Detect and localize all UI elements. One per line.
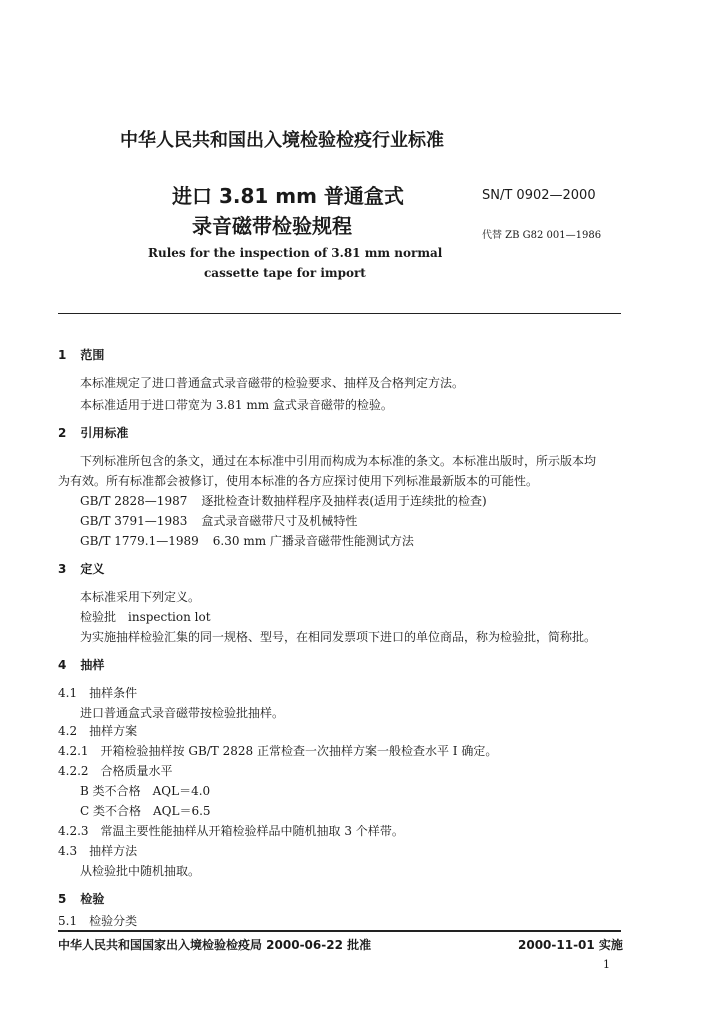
page-number: 1 [603, 958, 610, 971]
replaces-standard: 代替 ZB G82 001—1986 [482, 230, 602, 241]
clause-title: 检验分类 [89, 914, 138, 928]
section-number: 3 [58, 562, 67, 576]
clause-title: 抽样条件 [89, 686, 138, 700]
clause-title: 合格质量水平 [100, 764, 173, 778]
doc-title-line2: 录音磁带检验规程 [192, 214, 352, 238]
reference-title: 6.30 mm 广播录音磁带性能测试方法 [212, 534, 414, 548]
clause-number: 5.1 [58, 914, 78, 928]
clause-number: 4.2 [58, 724, 78, 738]
section-title: 抽样 [80, 658, 105, 672]
clause-4-1 [58, 684, 137, 701]
section-number: 4 [58, 658, 67, 672]
section-number: 2 [58, 426, 67, 440]
paragraph: 本标准采用下列定义。 [80, 590, 201, 604]
clause-4-2 [58, 722, 137, 739]
reference-item [80, 532, 414, 549]
section-title: 范围 [80, 348, 105, 362]
definition-term: 检验批 inspection lot [80, 610, 211, 624]
section-1-heading [58, 346, 104, 363]
clause-title: 抽样方案 [89, 724, 138, 738]
reference-item [80, 512, 357, 529]
section-2-heading [58, 424, 128, 441]
english-title-line1: Rules for the inspection of 3.81 mm normal [148, 246, 443, 260]
aql-b-class: B 类不合格 AQL＝4.0 [80, 784, 211, 798]
reference-code: GB/T 1779.1—1989 [80, 534, 199, 548]
standard-number: SN/T 0902—2000 [482, 188, 596, 203]
paragraph: 为有效。所有标准都会被修订，使用本标准的各方应探讨使用下列标准最新版本的可能性。 [58, 474, 539, 488]
reference-title: 逐批检查计数抽样程序及抽样表(适用于连续批的检查) [201, 494, 487, 508]
clause-text: 常温主要性能抽样从开箱检验样品中随机抽取 3 个样带。 [100, 824, 404, 838]
section-5-heading [58, 890, 104, 907]
paragraph: 本标准规定了进口普通盒式录音磁带的检验要求、抽样及合格判定方法。 [80, 376, 465, 390]
clause-4-2-1 [58, 742, 497, 759]
section-number: 1 [58, 348, 67, 362]
section-title: 引用标准 [80, 426, 129, 440]
org-title: 中华人民共和国出入境检验检疫行业标准 [120, 130, 444, 151]
clause-number: 4.3 [58, 844, 78, 858]
paragraph: 进口普通盒式录音磁带按检验批抽样。 [80, 706, 285, 720]
effective-date: 2000-11-01 实施 [518, 938, 623, 952]
doc-title-line1: 进口 3.81 mm 普通盒式 [172, 184, 404, 208]
reference-code: GB/T 3791—1983 [80, 514, 188, 528]
english-title-line2: cassette tape for import [204, 266, 366, 280]
clause-text: 开箱检验抽样按 GB/T 2828 正常检查一次抽样方案一般检查水平 I 确定。 [100, 744, 498, 758]
clause-number: 4.2.2 [58, 764, 89, 778]
section-4-heading [58, 656, 104, 673]
clause-4-2-2 [58, 762, 173, 779]
aql-c-class: C 类不合格 AQL＝6.5 [80, 804, 211, 818]
footer-divider [58, 930, 621, 932]
clause-title: 抽样方法 [89, 844, 138, 858]
clause-number: 4.2.3 [58, 824, 89, 838]
reference-item [80, 492, 487, 509]
clause-4-2-3 [58, 822, 404, 839]
reference-title: 盒式录音磁带尺寸及机械特性 [201, 514, 358, 528]
paragraph: 下列标准所包含的条文，通过在本标准中引用而构成为本标准的条文。本标准出版时，所示版本均 [80, 454, 597, 468]
header-divider [58, 313, 621, 314]
section-3-heading [58, 560, 104, 577]
reference-code: GB/T 2828—1987 [80, 494, 188, 508]
clause-number: 4.1 [58, 686, 78, 700]
clause-number: 4.2.1 [58, 744, 89, 758]
section-title: 定义 [80, 562, 105, 576]
section-number: 5 [58, 892, 67, 906]
section-title: 检验 [80, 892, 105, 906]
clause-5-1 [58, 912, 137, 929]
definition-text: 为实施抽样检验汇集的同一规格、型号，在相同发票项下进口的单位商品，称为检验批，简称批。 [80, 630, 597, 644]
clause-4-3 [58, 842, 137, 859]
approval-statement: 中华人民共和国国家出入境检验检疫局 2000-06-22 批准 [58, 938, 372, 952]
paragraph: 本标准适用于进口带宽为 3.81 mm 盒式录音磁带的检验。 [80, 398, 393, 412]
paragraph: 从检验批中随机抽取。 [80, 864, 201, 878]
